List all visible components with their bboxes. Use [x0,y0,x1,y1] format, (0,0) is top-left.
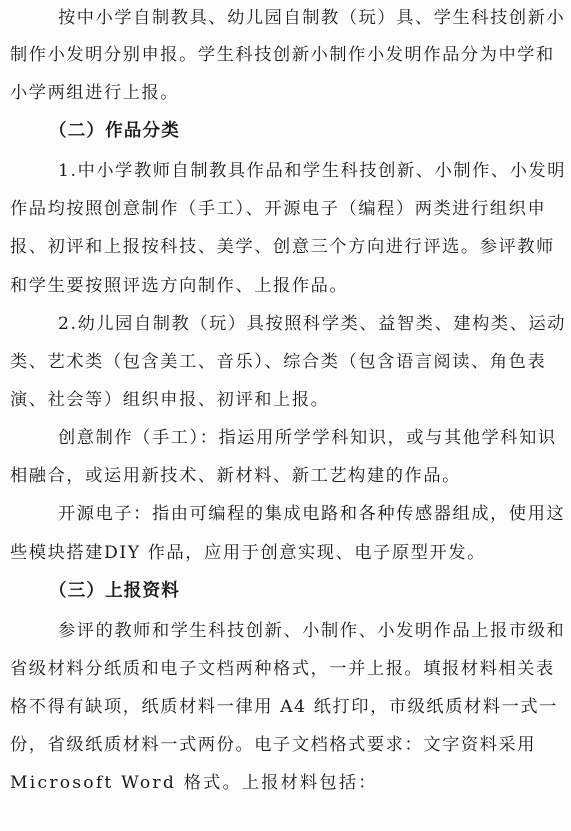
paragraph-2-line-2: 作品均按照创意制作（手工）、开源电子（编程）两类进行组织申 [10,199,547,219]
paragraph-6-line-4: 份，省级纸质材料一式两份。电子文档格式要求：文字资料采用 [10,735,537,755]
paragraph-3-line-1: 2.幼儿园自制教（玩）具按照科学类、益智类、建构类、运动 [58,314,567,334]
paragraph-5-line-1: 开源电子：指由可编程的集成电路和各种传感器组成，使用这 [58,504,566,524]
paragraph-5-line-2: 些模块搭建DIY 作品，应用于创意实现、电子原型开发。 [10,543,486,563]
paragraph-1-line-1: 按中小学自制教具、幼儿园自制教（玩）具、学生科技创新小 [58,8,566,28]
paragraph-2-line-4: 和学生要按照评选方向制作、上报作品。 [10,276,349,296]
paragraph-1-line-3: 小学两组进行上报。 [10,83,180,103]
section-heading-3: （三）上报资料 [49,581,180,601]
section-heading-2: （二）作品分类 [49,121,180,141]
paragraph-6-line-3: 格不得有缺项，纸质材料一律用 A4 纸打印，市级纸质材料一式一 [10,697,558,717]
paragraph-3-line-3: 演、社会等）组织申报、初评和上报。 [10,390,330,410]
paragraph-4-line-2: 相融合，或运用新技术、新材料、新工艺构建的作品。 [10,466,461,486]
paragraph-1-line-2: 制作小发明分别申报。学生科技创新小制作小发明作品分为中学和 [10,45,555,65]
paragraph-2-line-1: 1.中小学教师自制教具作品和学生科技创新、小制作、小发明 [58,161,567,181]
paragraph-6-line-2: 省级材料分纸质和电子文档两种格式，一并上报。填报材料相关表 [10,659,555,679]
paragraph-6-line-5: Microsoft Word 格式。上报材料包括： [10,773,378,793]
paragraph-6-line-1: 参评的教师和学生科技创新、小制作、小发明作品上报市级和 [58,621,566,641]
paragraph-2-line-3: 报、初评和上报按科技、美学、创意三个方向进行评选。参评教师 [10,237,555,257]
paragraph-3-line-2: 类、艺术类（包含美工、音乐）、综合类（包含语言阅读、角色表 [10,352,547,372]
paragraph-4-line-1: 创意制作（手工）：指运用所学学科知识，或与其他学科知识 [58,428,557,448]
